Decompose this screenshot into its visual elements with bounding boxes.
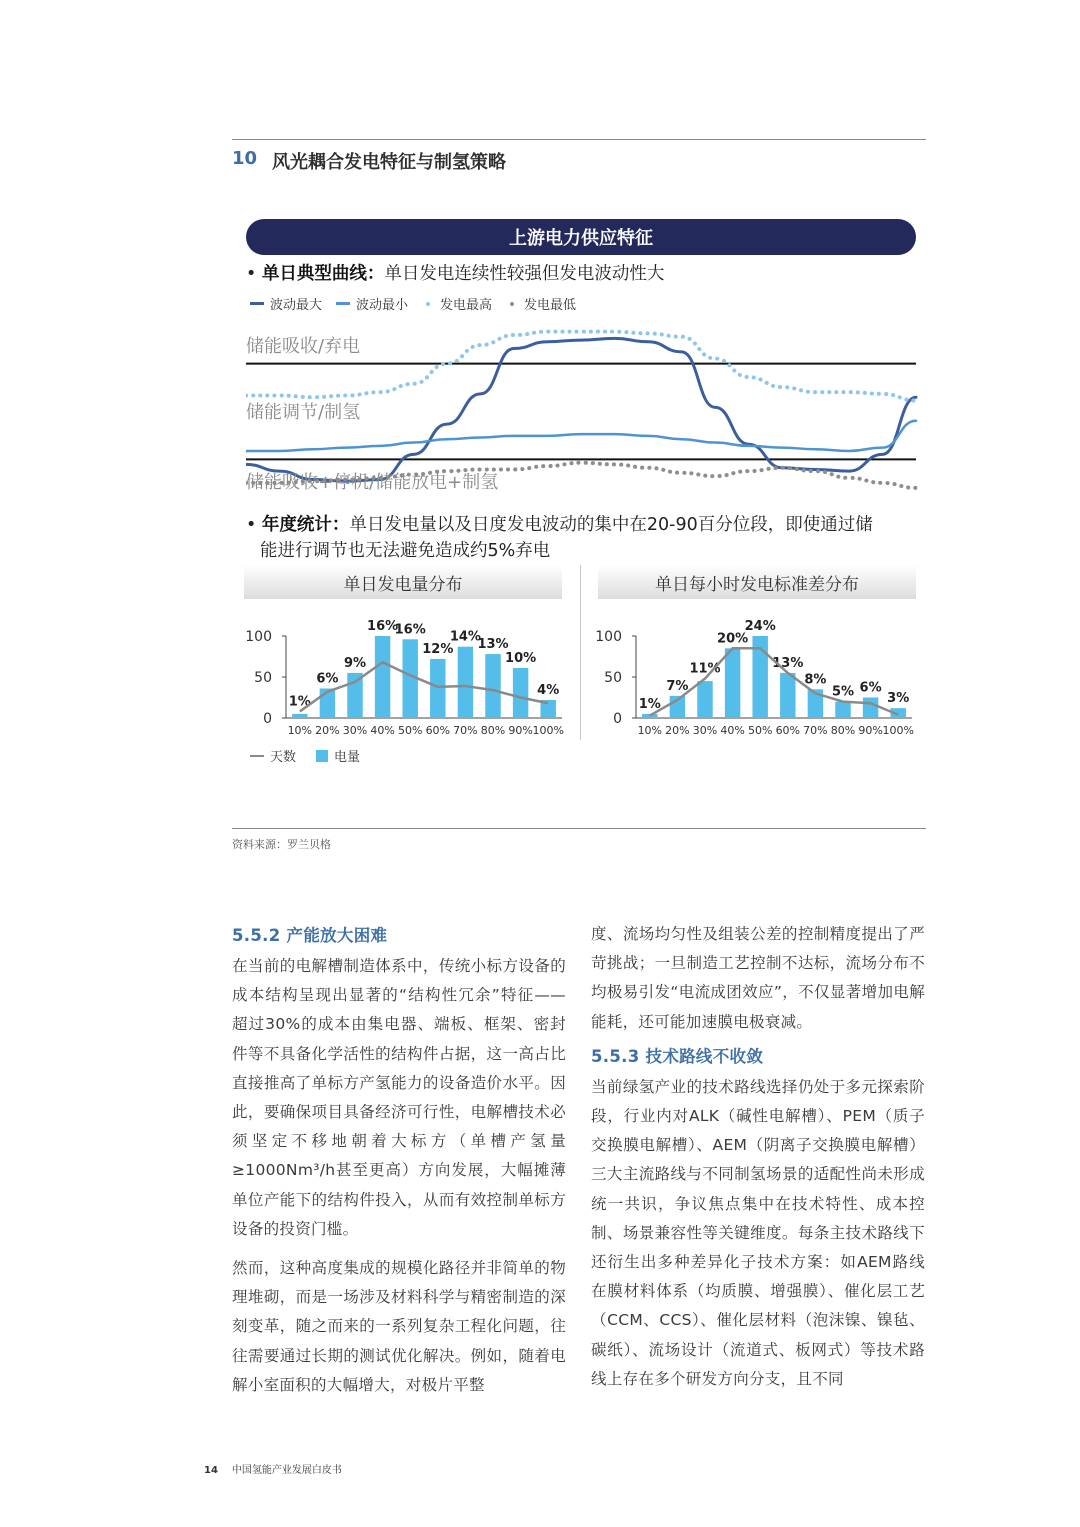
bullet-label: 年度统计： <box>261 515 350 535</box>
page-number: 14 <box>204 1465 218 1476</box>
y-tick-label: 100 <box>245 629 272 645</box>
legend-item <box>422 294 492 313</box>
x-tick-label: 100% <box>532 724 564 737</box>
x-tick-label: 70% <box>453 724 478 737</box>
paragraph: 度、流场均匀性及组装公差的控制精度提出了严苛挑战；一旦制造工艺控制不达标，流场分布不均极易引发“电流成团效应”，不仅显著增加电解能耗，还可能加速膜电极衰减。 <box>591 925 925 1031</box>
y-tick-label: 50 <box>254 670 272 686</box>
x-tick-label: 70% <box>803 724 828 737</box>
bar-chart-1-title: 单日发电量分布 <box>244 565 562 599</box>
bar <box>697 681 712 718</box>
legend-label: 波动最大 <box>270 298 323 313</box>
bar-data-label: 6% <box>859 680 882 696</box>
bar <box>863 698 878 719</box>
bar <box>780 673 795 718</box>
legend-item <box>250 294 322 313</box>
bar-data-label: 1% <box>288 694 311 710</box>
legend-label-days: 天数 <box>270 750 297 765</box>
bar <box>347 673 362 718</box>
legend-line-icon <box>250 755 264 757</box>
bar-data-label: 7% <box>666 678 689 694</box>
legend-line-icon <box>336 302 350 305</box>
bar-chart-legend <box>250 746 360 765</box>
x-tick-label: 80% <box>830 724 856 737</box>
x-tick-label: 90% <box>858 724 883 737</box>
figure-banner: 上游电力供应特征 <box>246 219 916 255</box>
x-tick-label: 100% <box>882 724 914 737</box>
y-tick-label: 0 <box>263 711 272 727</box>
bullet-text: 单日发电连续性较强但发电波动性大 <box>384 264 665 284</box>
bullet-text-line1: 单日发电量以及日度发电波动的集中在20-90百分位段，即使通过储 <box>349 515 873 535</box>
figure-source: 资料来源：罗兰贝格 <box>232 838 331 851</box>
y-tick-label: 0 <box>613 711 622 727</box>
section-heading-5-5-2: 5.5.2 产能放大困难 <box>232 926 388 945</box>
paragraph: 在当前的电解槽制造体系中，传统小标方设备的成本结构呈现出显著的“结构性冗余”特征—— 超过30%的成本由集电器、端板、框架、密封件等不具备化学活性的结构件占据，这一高占比直接推高了单标方产氢能力的设备造价水平。因此，要确保项目具备经济可行性，电解槽技术必须坚定不移地朝着大标方（单槽产氢量≥1000Nm³/h甚至更高）方向发展，大幅摊薄单位产能下的结构件投入，从而有效控制单标方设备的投资门槛。 <box>232 957 566 1238</box>
x-tick-label: 20% <box>665 724 690 737</box>
y-tick-label: 50 <box>604 670 622 686</box>
legend-label-energy: 电量 <box>334 750 361 765</box>
bar-data-label: 4% <box>537 682 560 698</box>
paragraph: 当前绿氢产业的技术路线选择仍处于多元探索阶段，行业内对ALK（碱性电解槽）、PEM（质子交换膜电解槽）、AEM（阴离子交换膜电解槽）三大主流路线与不同制氢场景的适配性尚未形成统一共识，争议焦点集中在技术特性、成本控制、场景兼容性等关键维度。每条主技术路线下还衍生出多种差异化子技术方案：如AEM路线在膜材料体系（均质膜、增强膜）、催化层工艺（CCM、CCS）、催化层材料（泡沫镍、镍毡、碳纸）、流场设计（流道式、板网式）等技术路线上存在多个研发方向分支，且不同 <box>591 1077 925 1388</box>
x-tick-label: 10% <box>287 724 313 737</box>
top-rule <box>232 139 926 140</box>
x-tick-label: 60% <box>775 724 801 737</box>
bar-data-label: 14% <box>449 629 481 645</box>
x-tick-label: 50% <box>397 724 423 737</box>
x-tick-label: 10% <box>637 724 663 737</box>
legend-item <box>506 294 576 313</box>
bar-data-label: 20% <box>717 631 749 647</box>
x-tick-label: 30% <box>342 724 368 737</box>
y-tick-label: 100 <box>595 629 622 645</box>
bar-data-label: 5% <box>831 684 855 700</box>
legend-label: 波动最小 <box>356 298 409 313</box>
right-column <box>591 920 925 1395</box>
bar <box>430 659 445 718</box>
x-tick-label: 20% <box>315 724 340 737</box>
x-tick-label: 30% <box>692 724 718 737</box>
section-heading-5-5-3: 5.5.3 技术路线不收敛 <box>591 1046 764 1066</box>
x-tick-label: 40% <box>370 724 395 737</box>
line-chart-legend <box>250 294 576 313</box>
bar-data-label: 6% <box>316 671 339 687</box>
paragraph: 然而，这种高度集成的规模化路径并非简单的物理堆砌，而是一场涉及材料科学与精密制造的深刻变革，随之而来的一系列复杂工程化问题，往往需要通过长期的测试优化解决。例如，随着电解小室面积的大幅增大，对极片平整 <box>232 1259 566 1394</box>
x-tick-label: 50% <box>747 724 773 737</box>
publication-title: 中国氢能产业发展白皮书 <box>231 1465 342 1476</box>
legend-dot-icon <box>510 302 514 306</box>
x-tick-label: 40% <box>720 724 745 737</box>
bullet-label: 单日典型曲线： <box>261 264 385 284</box>
zone-label-top: 储能吸收/弃电 <box>246 336 361 357</box>
legend-label: 发电最高 <box>440 298 493 313</box>
bar-data-label: 9% <box>343 655 367 671</box>
panel-divider <box>580 565 581 740</box>
days-line <box>300 662 548 711</box>
bar <box>458 647 473 718</box>
x-tick-label: 60% <box>425 724 451 737</box>
figure-title: 风光耦合发电特征与制氢策略 <box>272 152 506 173</box>
bar-data-label: 13% <box>772 655 804 671</box>
bar-data-label: 3% <box>887 691 910 707</box>
figure-number: 10 <box>232 148 258 169</box>
daily-generation-distribution-chart <box>236 606 570 742</box>
bar-data-label: 16% <box>367 619 399 634</box>
left-column <box>232 920 566 1400</box>
bar-data-label: 1% <box>638 696 661 712</box>
zone-label-bottom: 储能吸收+停机/储能放电+制氢 <box>246 472 499 493</box>
bar <box>835 702 850 718</box>
legend-line-icon <box>250 302 264 305</box>
bar <box>513 668 528 718</box>
legend-label: 发电最低 <box>524 298 577 313</box>
bar-data-label: 11% <box>689 661 721 677</box>
bar-data-label: 12% <box>422 641 454 657</box>
bar-data-label: 13% <box>477 637 509 653</box>
bullet-text-line2: 能进行调节也无法避免造成约5%弃电 <box>260 541 551 561</box>
legend-item <box>336 294 408 313</box>
bar-data-label: 10% <box>505 650 537 666</box>
bar-chart-2-title: 单日每小时发电标准差分布 <box>598 565 916 599</box>
series-line-2 <box>246 421 916 451</box>
bar-data-label: 24% <box>744 619 776 634</box>
bullet-annual-stats: • 年度统计：单日发电量以及日度发电波动的集中在20-90百分位段，即使通过储 能进行调节也无法避免造成约5%弃电 <box>246 515 873 561</box>
bottom-rule <box>232 828 926 829</box>
bar-data-label: 16% <box>394 622 426 638</box>
hourly-std-distribution-chart <box>586 606 920 742</box>
zone-label-mid: 储能调节/制氢 <box>246 402 361 423</box>
legend-dot-icon <box>426 302 430 306</box>
page-footer <box>204 1461 342 1476</box>
bullet-daily-curve: • 单日典型曲线：单日发电连续性较强但发电波动性大 <box>246 264 665 284</box>
x-tick-label: 90% <box>508 724 533 737</box>
bar <box>725 648 740 718</box>
bar <box>292 714 307 718</box>
bar <box>485 654 500 718</box>
legend-bar-icon <box>316 750 328 762</box>
x-tick-label: 80% <box>480 724 506 737</box>
bar <box>375 636 390 718</box>
bar-data-label: 8% <box>804 672 827 688</box>
